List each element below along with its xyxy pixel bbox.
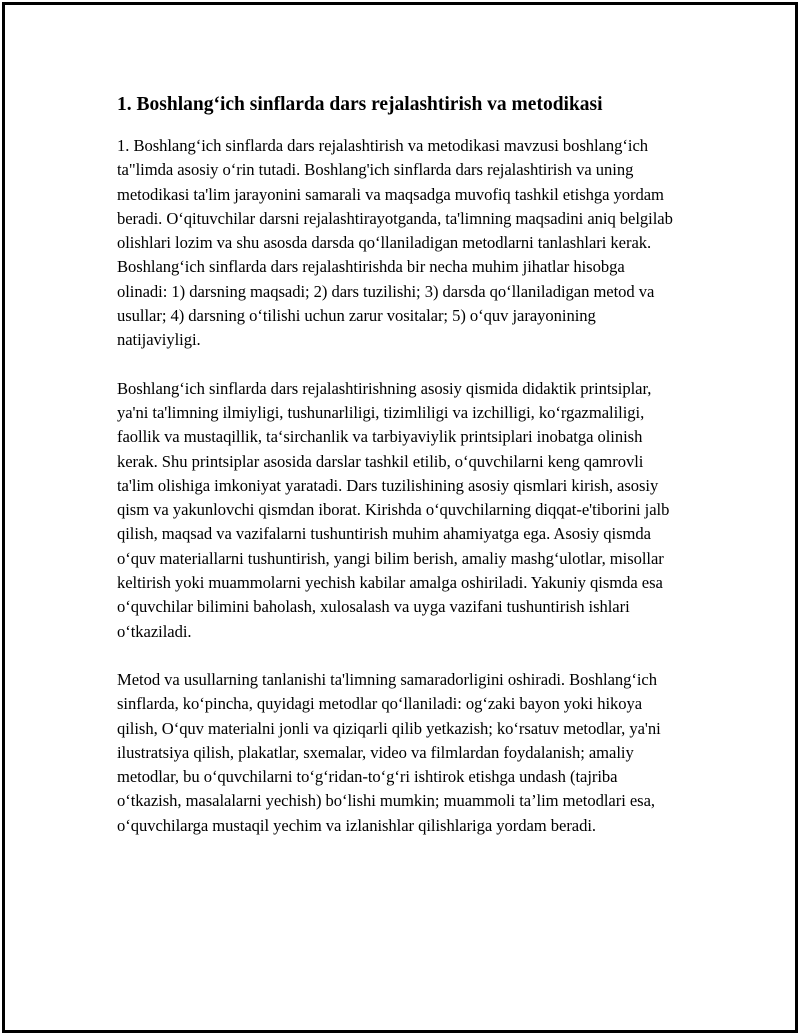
paragraph-2: Boshlang‘ich sinflarda dars rejalashtirishning asosiy qismida didaktik printsiplar, ya'ni ta'limning ilmiyligi, tushunarliligi, tizimliligi va izchilligi, ko‘rgazmaliligi, faollik va mustaqillik, ta‘sirchanlik va tarbiyaviylik printsiplari inobatga olinish kerak. Shu printsiplar asosida darslar tashkil etilib, o‘quvchilarni keng qamrovli ta'lim olishiga imkoniyat yaratadi. Dars tuzilishining asosiy qismlari kirish, asosiy qism va yakunlovchi qismdan iborat. Kirishda o‘quvchilarning diqqat-e'tiborini jalb qilish, maqsad va vazifalarni tushuntirish muhim ahamiyatga ega. Asosiy qismda o‘quv materiallarni tushuntirish, yangi bilim berish, amaliy mashg‘ulotlar, misollar keltirish yoki muammolarni yechish kabilar amalga oshiriladi. Yakuniy qismda esa o‘quvchilar bilimini baholash, xulosalash va uyga vazifani tushuntirish ishlari o‘tkaziladi.	[117, 378, 670, 641]
document-title: 1. Boshlang‘ich sinflarda dars rejalashtirish va metodikasi	[117, 94, 603, 115]
paragraph-3: Metod va usullarning tanlanishi ta'limning samaradorligini oshiradi. Boshlang‘ich sinflarda, ko‘pincha, quyidagi metodlar qo‘llaniladi: og‘zaki bayon yoki hikoya qilish, O‘quv materialni jonli va qiziqarli qilib yetkazish; ko‘rsatuv metodlar, ya'ni ilustratsiya qilish, plakatlar, sxemalar, video va filmlardan foydalanish; amaliy metodlar, bu o‘quvchilarni to‘g‘ridan-to‘g‘ri ishtirok etishga undash (tajriba o‘tkazish, masalalarni yechish) bo‘lishi mumkin; muammoli ta’lim metodlari esa, o‘quvchilarga mustaqil yechim va izlanishlar qilishlariga yordam beradi.	[117, 669, 661, 835]
document-body	[117, 92, 677, 838]
paragraph-1: 1. Boshlang‘ich sinflarda dars rejalashtirish va metodikasi mavzusi boshlang‘ich ta"limda asosiy o‘rin tutadi. Boshlang'ich sinflarda dars rejalashtirish va uning metodikasi ta'lim jarayonini samarali va maqsadga muvofiq tashkil etishga yordam beradi. O‘qituvchilar darsni rejalashtirayotganda, ta'limning maqsadini aniq belgilab olishlari lozim va shu asosda darsda qo‘llaniladigan metodlarni tanlashlari kerak. Boshlang‘ich sinflarda dars rejalashtirishda bir necha muhim jihatlar hisobga olinadi: 1) darsning maqsadi; 2) dars tuzilishi; 3) darsda qo‘llaniladigan metod va usullar; 4) darsning o‘tilishi uchun zarur vositalar; 5) o‘quv jarayonining natijaviyligi.	[117, 136, 673, 350]
